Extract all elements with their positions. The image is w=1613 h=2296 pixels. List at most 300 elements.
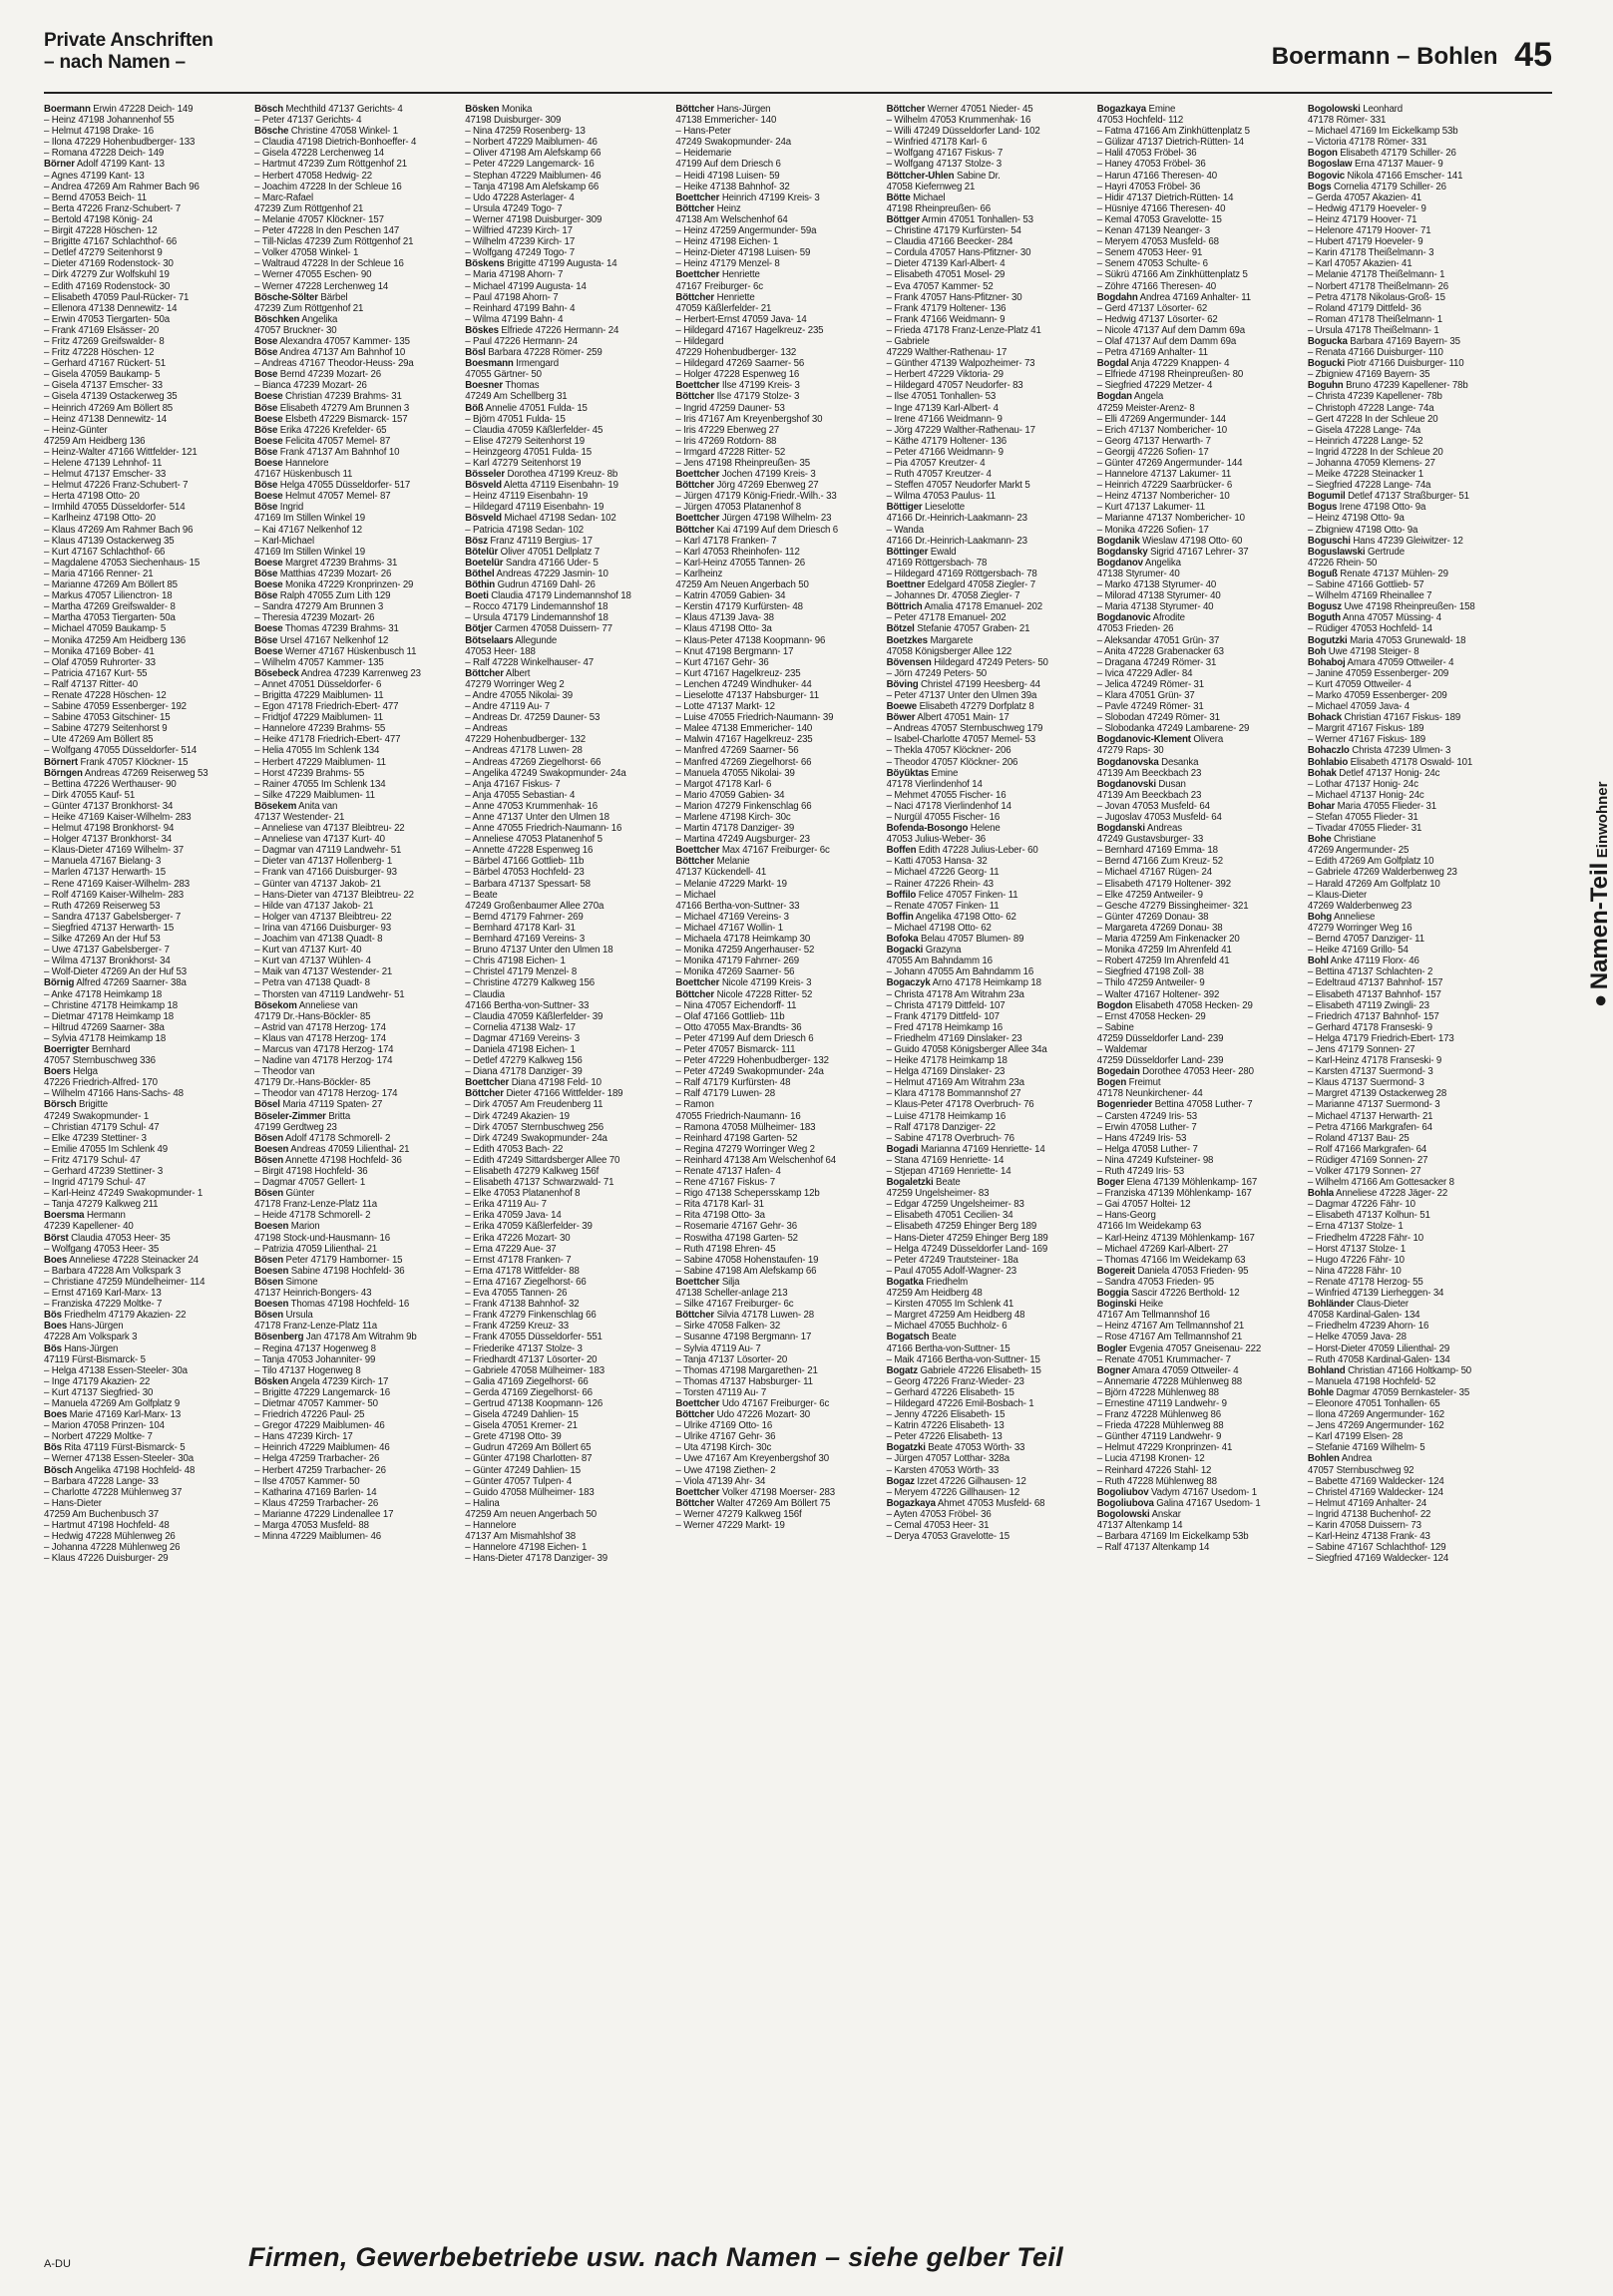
entry-text: – Monika 47269 Saarner- 56: [675, 966, 795, 978]
entry-text: – Brigitte 47229 Langemarck- 16: [254, 1386, 391, 1398]
directory-entry: [254, 236, 455, 247]
entry-text: – Michael 47199 Augusta- 14: [465, 280, 587, 292]
entry-text: Christian 47166 Holtkamp- 50: [1345, 1364, 1472, 1376]
entry-text: – Rita 47178 Karl- 31: [675, 1199, 764, 1211]
surname: Boewe: [886, 701, 918, 713]
surname: Boese: [254, 491, 283, 503]
surname: Boettcher: [675, 380, 720, 392]
directory-entry: [465, 1255, 665, 1266]
directory-entry: [44, 956, 244, 966]
directory-entry: [44, 901, 244, 912]
entry-text: – Fatma 47166 Am Zinkhüttenplatz 5: [1096, 126, 1250, 138]
entry-text: – Sabine: [1096, 1021, 1134, 1033]
entry-text: – Regina 47137 Hogenweg 8: [254, 1342, 376, 1354]
directory-entry: [887, 1288, 1087, 1299]
entry-text: – Dietmar 47057 Kammer- 50: [254, 1397, 378, 1409]
directory-entry: [1097, 1310, 1298, 1321]
entry-text: Beate 47053 Wörth- 33: [925, 1442, 1025, 1454]
directory-entry: [1097, 890, 1298, 901]
directory-entry: [1097, 745, 1298, 756]
directory-entry: [1097, 171, 1298, 182]
directory-entry: [1308, 1453, 1508, 1464]
directory-entry: [254, 347, 455, 358]
directory-entry: [465, 734, 665, 745]
directory-entry: [1097, 790, 1298, 801]
directory-entry: [465, 757, 665, 768]
directory-entry: [675, 1111, 876, 1122]
directory-entry: [887, 845, 1087, 856]
directory-entry: [1308, 823, 1508, 834]
directory-entry: [44, 890, 244, 901]
entry-text: 47178 Römer- 331: [1307, 115, 1387, 127]
entry-text: – Barbara 47228 Am Volkspark 3: [44, 1265, 182, 1277]
directory-entry: [1097, 203, 1298, 214]
directory-entry: [675, 1387, 876, 1398]
surname: Bösch: [44, 1464, 73, 1476]
directory-entry: [254, 1321, 455, 1332]
entry-text: – Claudia 47059 Käßlerfelder- 39: [465, 1010, 604, 1022]
entry-text: Ahmet 47053 Musfeld- 68: [935, 1497, 1045, 1509]
directory-entry: [465, 867, 665, 878]
directory-entry: [254, 1520, 455, 1531]
entry-text: – Helia 47055 Im Schlenk 134: [254, 745, 380, 757]
directory-entry: [465, 646, 665, 657]
directory-entry: [675, 867, 876, 878]
entry-text: – Klaus 47139 Java- 38: [675, 612, 774, 624]
entry-text: Amara 47059 Ottweiler- 4: [1129, 1364, 1239, 1376]
entry-text: – Norbert 47229 Moltke- 7: [44, 1431, 153, 1443]
entry-text: – Maria 47259 Am Finkenacker 20: [1096, 934, 1240, 946]
section-title-line1: Private Anschriften: [44, 30, 213, 51]
directory-entry: [675, 1343, 876, 1354]
entry-text: – Norbert 47229 Maiblumen- 46: [465, 137, 598, 149]
surname: Bogovic: [1307, 170, 1346, 182]
directory-entry: [1097, 1177, 1298, 1188]
directory-entry: [254, 1531, 455, 1542]
directory-entry: [1308, 480, 1508, 491]
directory-entry: [675, 1354, 876, 1365]
entry-text: – Anja 47055 Sebastian- 4: [465, 789, 576, 801]
entry-text: – Andreas: [465, 723, 508, 735]
entry-text: – Hans 47249 Iris- 53: [1096, 1132, 1187, 1144]
entry-text: 47137 Kückendell- 41: [675, 867, 767, 879]
surname: Bogenrieder: [1096, 1099, 1153, 1111]
directory-entry: [44, 358, 244, 369]
entry-text: – Volker 47179 Sonnen- 27: [1307, 1166, 1421, 1177]
entry-text: – Kurt 47167 Hagelkreuz- 235: [675, 667, 801, 679]
entry-text: – Gisela 47139 Ostackerweg 35: [44, 391, 178, 403]
directory-entry: [1308, 1022, 1508, 1033]
directory-entry: [254, 1365, 455, 1376]
entry-text: – Torsten 47119 Au- 7: [675, 1386, 767, 1398]
directory-entry: [1097, 1221, 1298, 1232]
directory-entry: [1308, 945, 1508, 956]
surname: Boese: [254, 435, 283, 447]
entry-text: – Elisabeth 47279 Kalkweg 156f: [465, 1166, 600, 1177]
directory-entry: [1308, 447, 1508, 458]
directory-entry: [1097, 779, 1298, 790]
entry-text: – Björn 47051 Fulda- 15: [465, 413, 566, 425]
surname: Boese: [254, 645, 283, 657]
directory-entry: [465, 269, 665, 280]
entry-text: – Günter 47198 Charlotten- 87: [465, 1453, 593, 1465]
directory-entry: [44, 989, 244, 1000]
entry-text: 47138 Am Welschenhof 64: [675, 213, 788, 225]
directory-entry: [44, 269, 244, 280]
entry-text: – Susanne 47198 Bergmann- 17: [675, 1332, 812, 1343]
surname: Boettcher: [675, 513, 720, 525]
entry-text: – Luise 47055 Friedrich-Naumann- 39: [675, 712, 834, 724]
region-code: A-DU: [44, 2258, 71, 2270]
directory-entry: [887, 258, 1087, 269]
directory-entry: [675, 690, 876, 701]
directory-entry: [1308, 1553, 1508, 1564]
directory-entry: [44, 812, 244, 823]
directory-entry: [1097, 1321, 1298, 1332]
directory-entry: [465, 148, 665, 159]
entry-text: – Hartmut 47239 Zum Röttgenhof 21: [254, 159, 407, 171]
directory-entry: [1308, 1509, 1508, 1520]
entry-text: – Dirk 47279 Zur Wolfskuhl 19: [44, 269, 170, 281]
directory-entry: [44, 1321, 244, 1332]
directory-entry: [44, 115, 244, 126]
section-title-line2: – nach Namen –: [44, 52, 186, 73]
entry-text: – Bettina 47137 Schlachten- 2: [1307, 966, 1433, 978]
entry-text: – Sabine 47059 Essenberger- 192: [44, 701, 187, 713]
entry-text: Olivera: [1190, 734, 1224, 746]
entry-text: – Klaus-Peter 47138 Koopmann- 96: [675, 634, 826, 646]
directory-entry: [1308, 1088, 1508, 1099]
directory-entry: [44, 1453, 244, 1464]
entry-text: – Bertold 47198 König- 24: [44, 213, 153, 225]
directory-entry: [1308, 1077, 1508, 1088]
directory-entry: [675, 1498, 876, 1509]
directory-entry: [1097, 525, 1298, 536]
entry-text: – Karl-Heinz 47178 Franseski- 9: [1307, 1055, 1442, 1067]
directory-entry: [44, 525, 244, 536]
entry-text: – Friederike 47137 Stolze- 3: [465, 1342, 583, 1354]
entry-text: – Maik 47166 Bertha-von-Suttner- 15: [886, 1353, 1040, 1365]
entry-text: – Margrit 47167 Fiskus- 189: [1307, 723, 1424, 735]
entry-text: – Thomas 47166 Im Weidekamp 63: [1096, 1254, 1246, 1266]
directory-entry: [1097, 358, 1298, 369]
entry-text: – Irmgard 47228 Ritter- 52: [675, 446, 786, 458]
directory-entry: [465, 635, 665, 646]
entry-text: 47239 Zum Röttgenhof 21: [254, 302, 364, 314]
entry-text: 47179 Dr.-Hans-Böckler- 85: [254, 1077, 371, 1089]
entry-text: – Helmut 47137 Emscher- 33: [44, 469, 167, 481]
entry-text: – Cordula 47057 Hans-Pfitzner- 30: [886, 247, 1031, 259]
directory-entry: [1097, 1476, 1298, 1487]
directory-entry: [887, 1354, 1087, 1365]
directory-entry: [254, 513, 455, 524]
entry-text: – Heinz 47137 Nombericher- 10: [1096, 491, 1230, 503]
entry-text: – Milorad 47138 Styrumer- 40: [1096, 590, 1221, 602]
directory-column: [887, 104, 1087, 2214]
entry-text: – Maria 47166 Renner- 21: [44, 568, 154, 579]
entry-text: – Karsten 47053 Wörth- 33: [886, 1464, 1000, 1476]
directory-column: [465, 104, 665, 2214]
entry-text: – Egon 47178 Friedrich-Ebert- 477: [254, 701, 399, 713]
directory-entry: [675, 1310, 876, 1321]
entry-text: – Stephan 47229 Maiblumen- 46: [465, 170, 602, 182]
entry-text: – Fred 47178 Heimkamp 16: [886, 1021, 1004, 1033]
directory-entry: [887, 458, 1087, 469]
surname: Bösen: [254, 1132, 283, 1144]
entry-text: – Frank 47169 Elsässer- 20: [44, 324, 160, 336]
directory-entry: [254, 734, 455, 745]
entry-text: – Günter 47057 Tulpen- 4: [465, 1475, 573, 1487]
directory-entry: [465, 192, 665, 203]
entry-text: 47055 Friedrich-Naumann- 16: [675, 1110, 801, 1122]
directory-entry: [887, 612, 1087, 623]
directory-entry: [887, 159, 1087, 170]
directory-entry: [1097, 115, 1298, 126]
directory-entry: [1308, 579, 1508, 590]
entry-text: – Heike 47169 Grillo- 54: [1307, 945, 1409, 957]
bullet-icon: ●: [1587, 993, 1612, 1007]
entry-text: – Jürgen 47179 König-Friedr.-Wilh.- 33: [675, 491, 837, 503]
entry-text: 47259 Düsseldorfer Land- 239: [1096, 1055, 1224, 1067]
directory-entry: [465, 956, 665, 966]
entry-text: Monika: [499, 104, 533, 115]
surname: Böse: [254, 446, 278, 458]
entry-text: – Bernhard 47178 Karl- 31: [465, 922, 576, 934]
directory-entry: [465, 934, 665, 945]
entry-text: – Birgit 47198 Hochfeld- 36: [254, 1166, 368, 1177]
directory-entry: [887, 558, 1087, 569]
entry-text: – Rigo 47138 Schepersskamp 12b: [675, 1188, 820, 1200]
entry-text: – Martina 47249 Augsburger- 23: [675, 834, 810, 846]
entry-text: – Holger 47137 Bronkhorst- 34: [44, 834, 173, 846]
entry-text: 47259 Am Heidberg 48: [886, 1288, 983, 1300]
surname: Böttcher: [465, 1088, 504, 1100]
entry-text: Detlef 47137 Straßburger- 51: [1345, 491, 1469, 503]
entry-text: – Gisela 47137 Emscher- 33: [44, 380, 163, 392]
surname: Bövensen: [886, 656, 932, 668]
surname: Bösken: [465, 104, 500, 115]
surname: Boetzkes: [886, 634, 928, 646]
directory-entry: [1308, 734, 1508, 745]
directory-entry: [254, 845, 455, 856]
entry-text: – Dirk 47055 Kauf- 51: [44, 789, 136, 801]
entry-text: Elsbeth 47229 Bismarck- 157: [282, 413, 408, 425]
entry-text: – Winfried 47178 Karl- 6: [886, 137, 988, 149]
entry-text: 47249 Swakopmunder- 24a: [675, 137, 791, 149]
entry-text: – Werner 47198 Duisburger- 309: [465, 213, 603, 225]
entry-text: – Hildegard 47167 Hagelkreuz- 235: [675, 324, 824, 336]
entry-text: – Hedwig 47228 Mühlenweg 26: [44, 1531, 176, 1543]
directory-entry: [254, 1133, 455, 1144]
directory-entry: [675, 1277, 876, 1288]
directory-entry: [1097, 977, 1298, 988]
entry-text: – Sylvia 47119 Au- 7: [675, 1342, 761, 1354]
entry-text: – Elise 47279 Seitenhorst 19: [465, 435, 585, 447]
entry-text: – Knut 47198 Bergmann- 17: [675, 645, 794, 657]
directory-entry: [254, 380, 455, 391]
entry-text: – Chris 47198 Eichen- 1: [465, 956, 566, 967]
directory-entry: [1308, 403, 1508, 414]
directory-entry: [254, 989, 455, 1000]
entry-text: – Maria 47138 Styrumer- 40: [1096, 601, 1214, 613]
directory-entry: [675, 757, 876, 768]
entry-text: Brigitte 47199 Augusta- 14: [504, 258, 617, 270]
entry-text: – Melanie 47229 Markt- 19: [675, 878, 787, 890]
directory-entry: [887, 768, 1087, 779]
entry-text: Elisabeth 47179 Schiller- 26: [1337, 148, 1456, 160]
entry-text: Friedhelm 47179 Akazien- 22: [61, 1310, 187, 1322]
directory-entry: [1308, 159, 1508, 170]
directory-entry: [1097, 1288, 1298, 1299]
directory-entry: [1097, 480, 1298, 491]
directory-entry: [465, 159, 665, 170]
directory-entry: [465, 1343, 665, 1354]
entry-text: – Cemal 47053 Heer- 31: [886, 1520, 990, 1531]
entry-text: – Gerda 47057 Akazien- 41: [1307, 191, 1422, 203]
directory-entry: [44, 1033, 244, 1044]
entry-text: Hildegard 47249 Peters- 50: [931, 656, 1048, 668]
directory-entry: [254, 1177, 455, 1188]
directory-entry: [1308, 1398, 1508, 1409]
entry-text: Hannelore: [282, 458, 329, 469]
entry-text: – Heide 47178 Schmorell- 2: [254, 1210, 371, 1222]
entry-text: – Babette 47169 Waldecker- 124: [1307, 1475, 1444, 1487]
directory-entry: [254, 247, 455, 258]
entry-text: – Frank 47279 Finkenschlag 66: [465, 1310, 597, 1322]
section-title: [44, 30, 213, 74]
entry-text: – Ernestine 47119 Landwehr- 9: [1096, 1397, 1227, 1409]
directory-entry: [1097, 182, 1298, 192]
entry-text: – Michael 47169 Vereins- 3: [675, 911, 789, 923]
directory-entry: [465, 258, 665, 269]
entry-text: – Joachim van 47138 Quadt- 8: [254, 934, 383, 946]
entry-text: 47166 Bertha-von-Suttner- 33: [675, 900, 800, 912]
entry-text: – Andrea 47269 Am Rahmer Bach 96: [44, 181, 200, 192]
directory-entry: [254, 1431, 455, 1442]
surname: Börst: [44, 1232, 69, 1244]
directory-entry: [465, 1332, 665, 1342]
directory-entry: [1308, 1332, 1508, 1342]
directory-entry: [44, 1011, 244, 1022]
entry-text: – Werner 47229 Markt- 19: [675, 1520, 785, 1531]
entry-text: – Monika 47259 Am Heidberg 136: [44, 634, 186, 646]
directory-entry: [1308, 1299, 1508, 1310]
surname: Börsch: [44, 1099, 77, 1111]
surname: Boettner: [886, 579, 926, 591]
entry-text: 47249 Am Schellberg 31: [465, 391, 568, 403]
entry-text: Werner 47051 Nieder- 45: [925, 104, 1033, 115]
entry-text: – Klaus 47226 Duisburger- 29: [44, 1553, 169, 1565]
directory-entry: [254, 1376, 455, 1387]
directory-entry: [1097, 1420, 1298, 1431]
entry-text: – Ralf 47228 Winkelhauser- 47: [465, 656, 594, 668]
entry-text: 47137 Altenkamp 14: [1096, 1520, 1183, 1531]
directory-entry: [254, 569, 455, 579]
directory-entry: [254, 171, 455, 182]
directory-entry: [675, 269, 876, 280]
directory-entry: [44, 1177, 244, 1188]
directory-entry: [1097, 436, 1298, 447]
surname: Boger: [1096, 1177, 1124, 1189]
entry-text: – Ernst 47169 Karl-Marx- 13: [44, 1288, 162, 1300]
directory-entry: [1308, 1376, 1508, 1387]
directory-entry: [675, 502, 876, 513]
directory-entry: [44, 934, 244, 945]
directory-entry: [44, 380, 244, 391]
directory-entry: [254, 635, 455, 646]
directory-entry: [1097, 1465, 1298, 1476]
entry-text: – Ernst 47178 Franken- 7: [465, 1254, 572, 1266]
entry-text: Vadym 47167 Usedom- 1: [1148, 1486, 1258, 1498]
entry-text: – Fridtjof 47229 Maiblumen- 11: [254, 712, 384, 724]
directory-entry: [887, 1122, 1087, 1133]
directory-entry: [465, 525, 665, 536]
directory-entry: [1097, 723, 1298, 734]
directory-entry: [1097, 325, 1298, 336]
directory-entry: [254, 757, 455, 768]
entry-text: – Udo 47228 Asterlager- 4: [465, 191, 575, 203]
directory-entry: [1308, 1498, 1508, 1509]
entry-text: Andreas 47229 Jasmin- 10: [494, 568, 608, 579]
sidebar-small-label: Einwohner: [1594, 781, 1611, 859]
entry-text: Nicole 47199 Kreis- 3: [719, 977, 812, 989]
directory-entry: [465, 1188, 665, 1199]
surname: Bösen: [254, 1188, 283, 1200]
directory-entry: [1097, 1022, 1298, 1033]
directory-entry: [887, 1199, 1087, 1210]
entry-text: Bernhard: [89, 1043, 131, 1055]
directory-entry: [1097, 768, 1298, 779]
surname: Bogdansky: [1096, 546, 1148, 558]
directory-entry: [1308, 569, 1508, 579]
directory-entry: [675, 1476, 876, 1487]
entry-text: – Diana 47178 Danziger- 39: [465, 1066, 583, 1078]
directory-entry: [887, 923, 1087, 934]
entry-text: – Kerstin 47179 Kurfürsten- 48: [675, 601, 803, 613]
surname: Bogaczyk: [886, 977, 931, 989]
directory-entry: [44, 790, 244, 801]
directory-entry: [254, 690, 455, 701]
entry-text: Barbara 47169 Bayern- 35: [1347, 335, 1460, 347]
directory-entry: [887, 1088, 1087, 1099]
surname: Boese: [254, 623, 283, 635]
surname: Böttger: [886, 213, 920, 225]
entry-text: – Senem 47053 Schulte- 6: [1096, 258, 1208, 270]
surname: Bohland: [1307, 1364, 1346, 1376]
directory-entry: [887, 977, 1087, 988]
entry-text: – Anneliese 47053 Platanenhof 5: [465, 834, 603, 846]
directory-entry: [1097, 1531, 1298, 1542]
entry-text: – Peter 47229 Langemarck- 16: [465, 159, 595, 171]
directory-entry: [887, 1188, 1087, 1199]
entry-text: – Ralf 47179 Luwen- 28: [675, 1088, 775, 1100]
directory-entry: [1097, 823, 1298, 834]
directory-entry: [44, 425, 244, 436]
entry-text: – Sükrü 47166 Am Zinkhüttenplatz 5: [1096, 269, 1248, 281]
directory-entry: [254, 1155, 455, 1166]
entry-text: Irmengard: [513, 358, 559, 370]
directory-entry: [44, 447, 244, 458]
entry-text: – Horst-Dieter 47059 Lilienthal- 29: [1307, 1342, 1450, 1354]
directory-entry: [675, 1365, 876, 1376]
directory-entry: [1097, 192, 1298, 203]
entry-text: Elisabeth 47058 Hecken- 29: [1132, 999, 1253, 1011]
entry-text: – Elisabeth 47137 Schwarzwald- 71: [465, 1177, 614, 1189]
entry-text: – Hans-Dieter 47178 Danziger- 39: [465, 1553, 608, 1565]
entry-text: – Ursula 47178 Theißelmann- 1: [1307, 324, 1439, 336]
directory-entry: [675, 380, 876, 391]
directory-entry: [254, 469, 455, 480]
